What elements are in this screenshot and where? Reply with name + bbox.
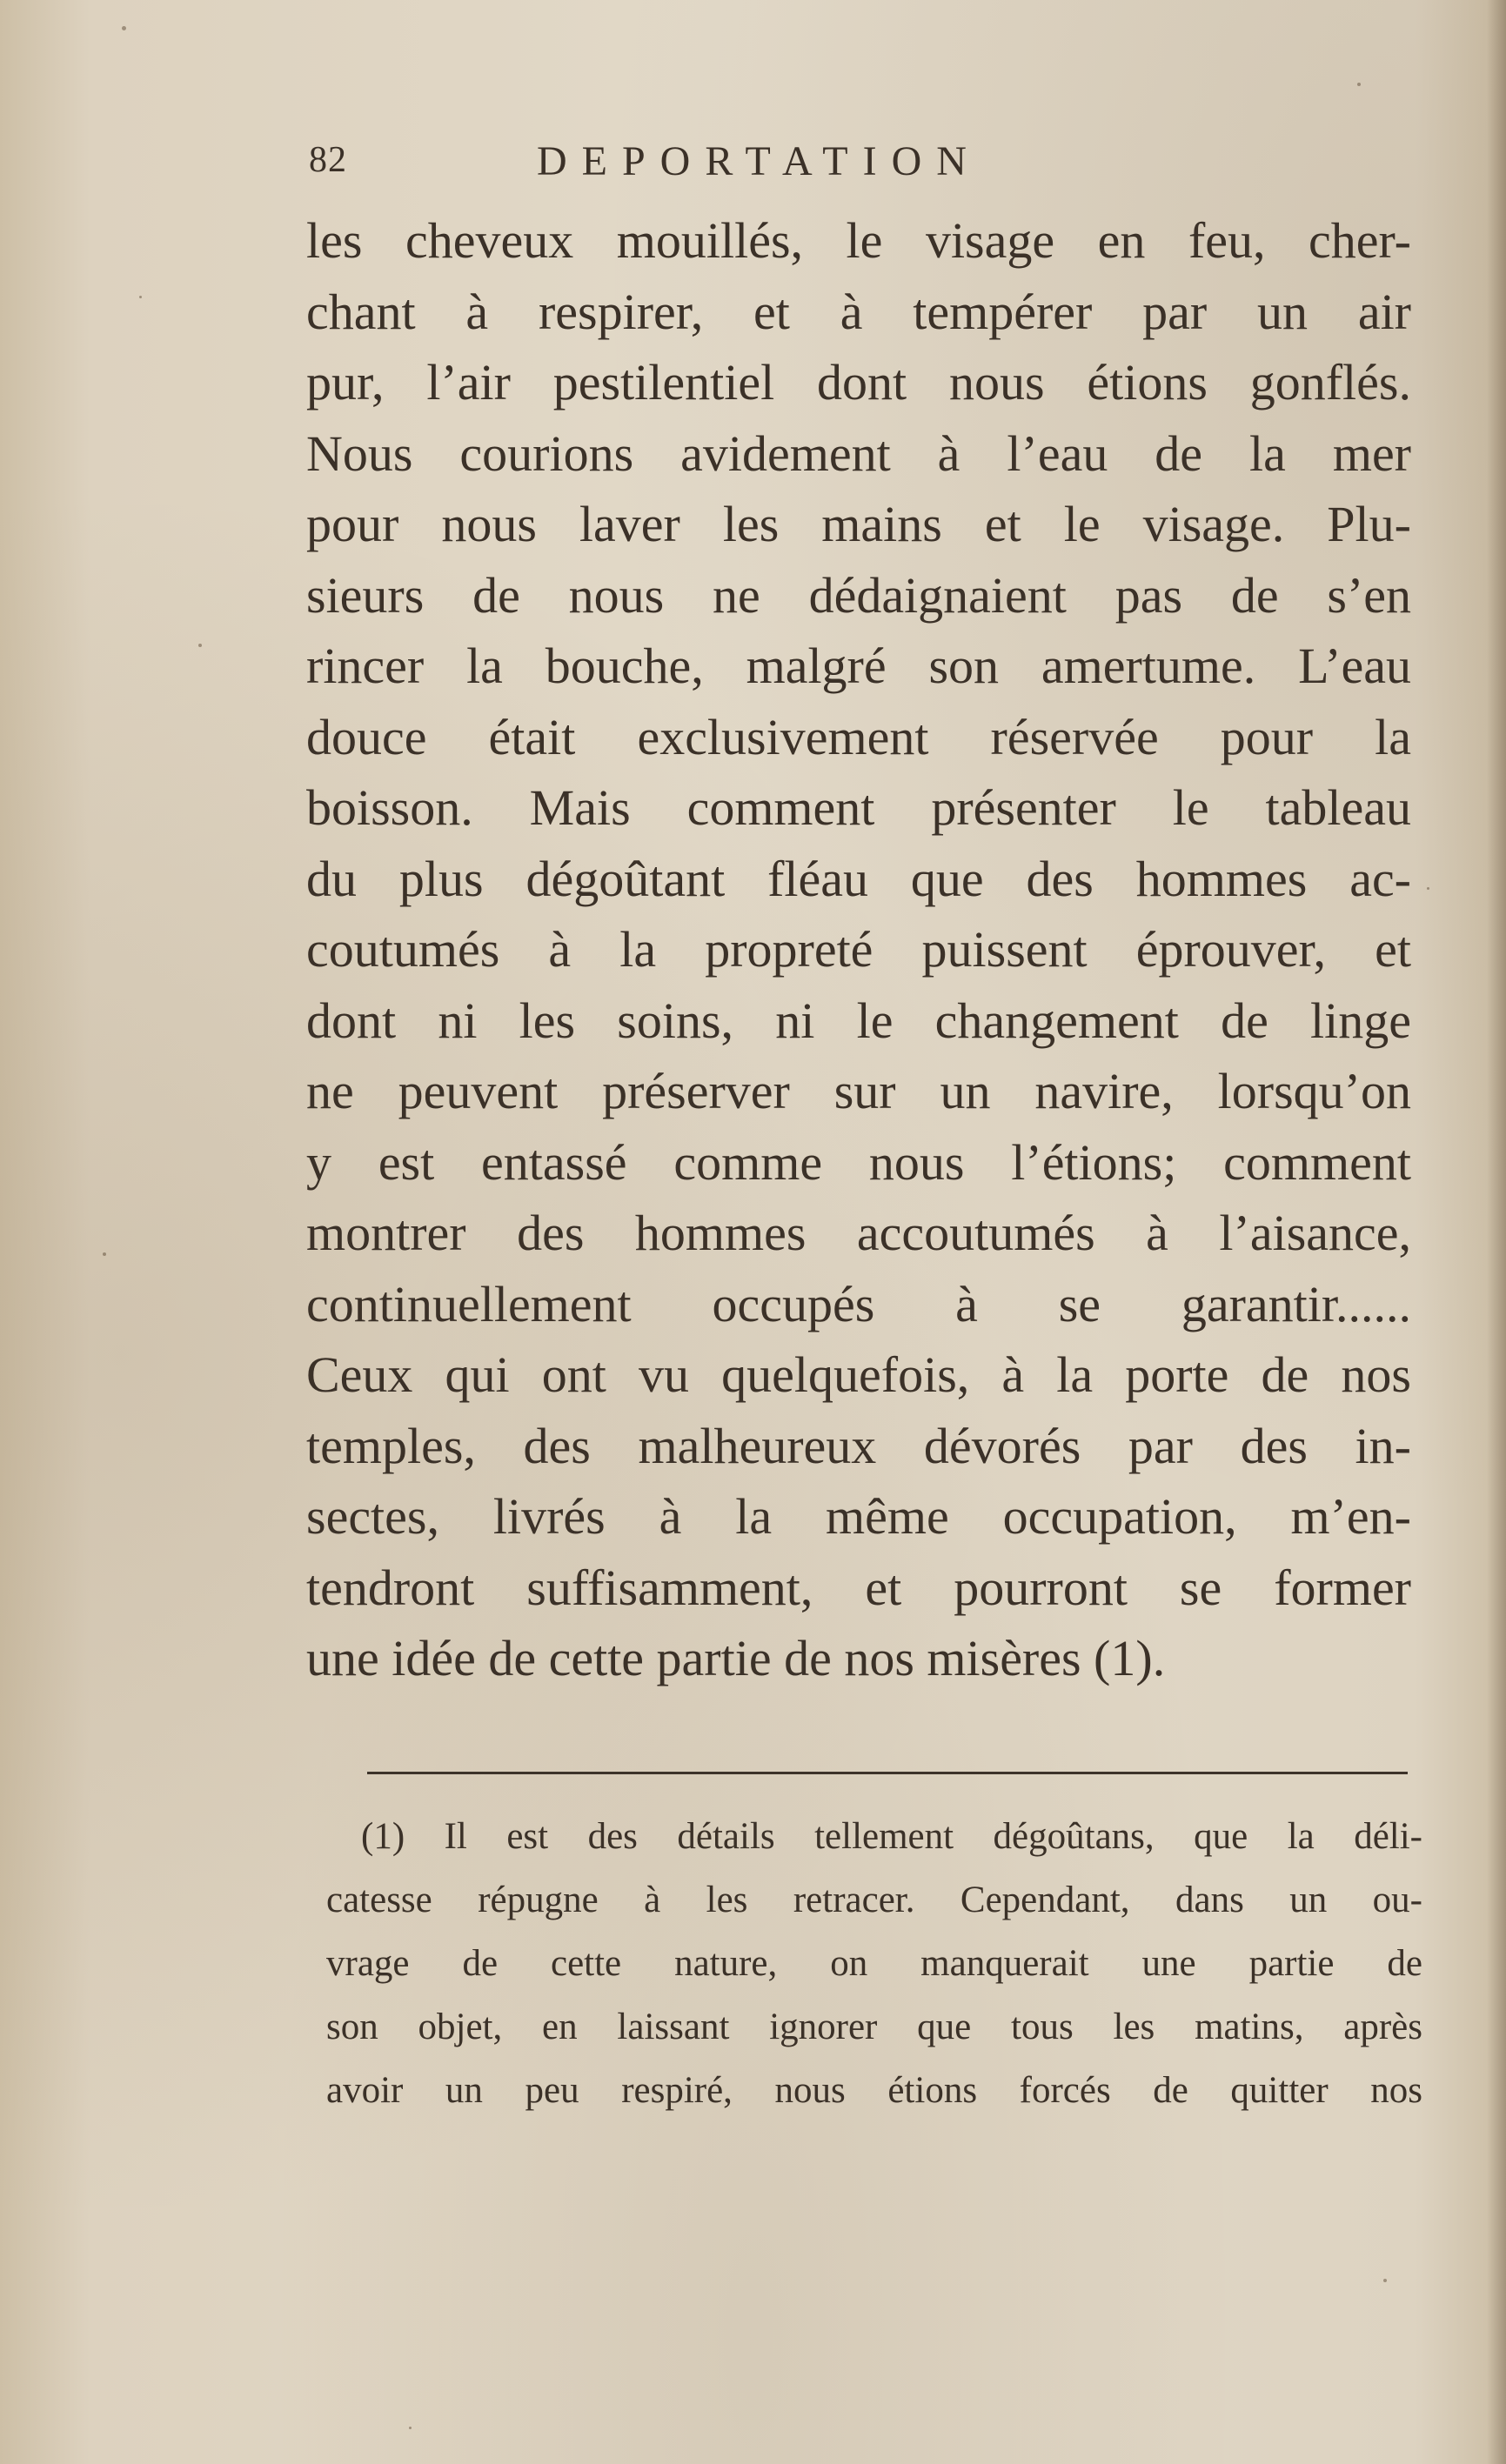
body-line: continuellement occupés à se garantir...... (306, 1275, 1411, 1332)
body-line: sectes, livrés à la même occupation, m’en- (306, 1488, 1411, 1545)
speck (1427, 887, 1429, 890)
footnote-rule (367, 1772, 1408, 1774)
body-line: temples, des malheureux dévorés par des in- (306, 1417, 1411, 1474)
footnote-line: catesse répugne à les retracer. Cependant, dans un ou- (326, 1880, 1422, 1920)
body-line: rincer la bouche, malgré son amertume. L’eau (306, 638, 1411, 694)
body-text (306, 205, 1411, 1723)
page-number: 82 (309, 140, 347, 180)
footnote (326, 1805, 1422, 2135)
body-line: montrer des hommes accoutumés à l’aisance, (306, 1205, 1411, 1261)
speck (1383, 2279, 1387, 2282)
body-line: sieurs de nous ne dédaignaient pas de s’en (306, 566, 1411, 624)
body-line: dont ni les soins, ni le changement de linge (306, 992, 1411, 1049)
footnote-line: avoir un peu respiré, nous étions forcés de quitter nos (326, 2070, 1422, 2111)
running-title: DEPORTATION (537, 138, 981, 184)
body-line: douce était exclusivement réservée pour la (306, 708, 1411, 765)
body-line: chant à respirer, et à tempérer par un air (306, 283, 1411, 340)
body-line: une idée de cette partie de nos misères (1). (306, 1630, 1166, 1686)
page-header (309, 132, 1166, 202)
body-line: les cheveux mouillés, le visage en feu, cher- (306, 212, 1411, 269)
body-line: boisson. Mais comment présenter le tableau (306, 779, 1411, 836)
body-line: Ceux qui ont vu quelquefois, à la porte de nos (306, 1346, 1411, 1403)
speck (198, 644, 202, 647)
speck (409, 2427, 412, 2429)
body-line: pur, l’air pestilentiel dont nous étions gonflés. (306, 354, 1411, 411)
footnote-line: vrage de cette nature, on manquerait une partie de (326, 1943, 1422, 1984)
body-line: du plus dégoûtant fléau que des hommes ac- (306, 850, 1411, 907)
speck (1357, 83, 1361, 86)
footnote-line: son objet, en laissant ignorer que tous les matins, après (326, 2007, 1422, 2047)
body-line: Nous courions avidement à l’eau de la mer (306, 424, 1411, 482)
body-line: ne peuvent préserver sur un navire, lorsqu’on (306, 1063, 1411, 1119)
body-line: pour nous laver les mains et le visage. Plu- (306, 496, 1411, 552)
footnote-line: (1) Il est des détails tellement dégoûtans, que la déli- (361, 1816, 1422, 1857)
speck (103, 1252, 106, 1256)
speck (122, 26, 126, 30)
body-line: coutumés à la propreté puissent éprouver, et (306, 921, 1411, 978)
speck (139, 296, 142, 298)
body-line: tendront suffisamment, et pourront se former (306, 1559, 1411, 1616)
body-line: y est entassé comme nous l’étions; comment (306, 1133, 1411, 1191)
